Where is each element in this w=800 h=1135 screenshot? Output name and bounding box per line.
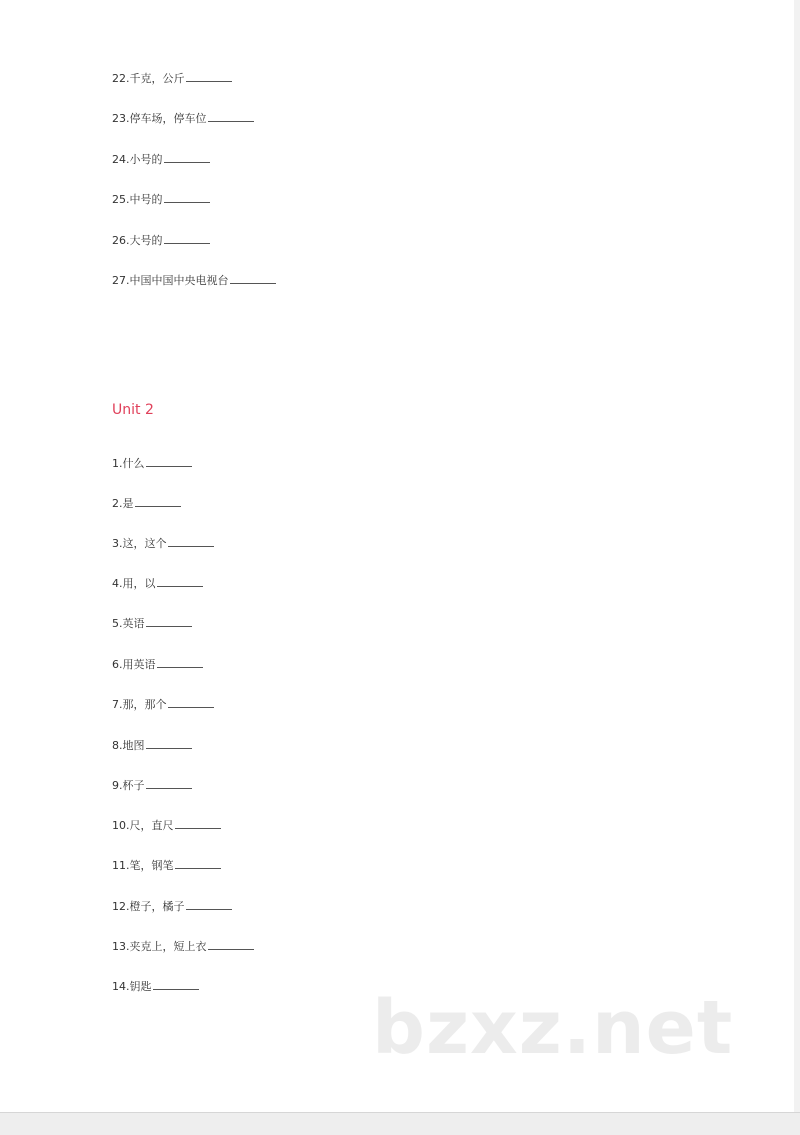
answer-blank: [164, 232, 210, 244]
vocab-item: [112, 495, 181, 511]
vocab-text: 10.尺，直尺: [112, 819, 174, 832]
vocab-item: [112, 978, 199, 994]
vocab-item: [112, 656, 203, 672]
section-heading: Unit 2: [112, 402, 154, 418]
watermark: bzxz.net: [372, 985, 734, 1071]
vocab-item: [112, 615, 192, 631]
vocab-text: 12.橙子，橘子: [112, 900, 185, 913]
answer-blank: [157, 575, 203, 587]
page-gap: [0, 1112, 800, 1135]
vocab-text: 11.笔，钢笔: [112, 859, 174, 872]
answer-blank: [168, 696, 214, 708]
vocab-item: [112, 455, 192, 471]
vocab-text: 4.用，以: [112, 577, 156, 590]
vocab-text: 8.地图: [112, 739, 145, 752]
vocab-text: 13.夹克上，短上衣: [112, 940, 207, 953]
vocab-text: 2.是: [112, 497, 134, 510]
vocab-text: 6.用英语: [112, 658, 156, 671]
answer-blank: [146, 737, 192, 749]
vocab-text: 5.英语: [112, 617, 145, 630]
vocab-text: 9.杯子: [112, 779, 145, 792]
answer-blank: [146, 777, 192, 789]
vocab-text: 3.这，这个: [112, 537, 167, 550]
answer-blank: [208, 938, 254, 950]
vocab-text: 22.千克，公斤: [112, 72, 185, 85]
vocab-item: [112, 857, 221, 873]
vocab-item: [112, 191, 210, 207]
vocab-item: [112, 70, 232, 86]
answer-blank: [175, 857, 221, 869]
answer-blank: [164, 191, 210, 203]
vocab-text: 25.中号的: [112, 193, 163, 206]
vocab-item: [112, 151, 210, 167]
page-edge-shadow: [794, 0, 800, 1134]
answer-blank: [186, 898, 232, 910]
answer-blank: [175, 817, 221, 829]
vocab-text: 26.大号的: [112, 234, 163, 247]
answer-blank: [146, 455, 192, 467]
vocab-text: 27.中国中国中央电视台: [112, 274, 229, 287]
answer-blank: [146, 615, 192, 627]
vocab-text: 14.钥匙: [112, 980, 152, 993]
answer-blank: [168, 535, 214, 547]
answer-blank: [164, 151, 210, 163]
vocab-item: [112, 575, 203, 591]
answer-blank: [157, 656, 203, 668]
answer-blank: [186, 70, 232, 82]
answer-blank: [135, 495, 181, 507]
vocab-text: 24.小号的: [112, 153, 163, 166]
vocab-item: [112, 817, 221, 833]
answer-blank: [230, 272, 276, 284]
vocab-item: [112, 272, 276, 288]
vocab-item: [112, 535, 214, 551]
vocab-item: [112, 737, 192, 753]
answer-blank: [153, 978, 199, 990]
vocab-text: 1.什么: [112, 457, 145, 470]
vocab-item: [112, 110, 254, 126]
answer-blank: [208, 110, 254, 122]
vocab-text: 7.那，那个: [112, 698, 167, 711]
vocab-text: 23.停车场，停车位: [112, 112, 207, 125]
vocab-item: [112, 696, 214, 712]
vocab-item: [112, 898, 232, 914]
vocab-item: [112, 938, 254, 954]
vocab-item: [112, 777, 192, 793]
vocab-item: [112, 232, 210, 248]
